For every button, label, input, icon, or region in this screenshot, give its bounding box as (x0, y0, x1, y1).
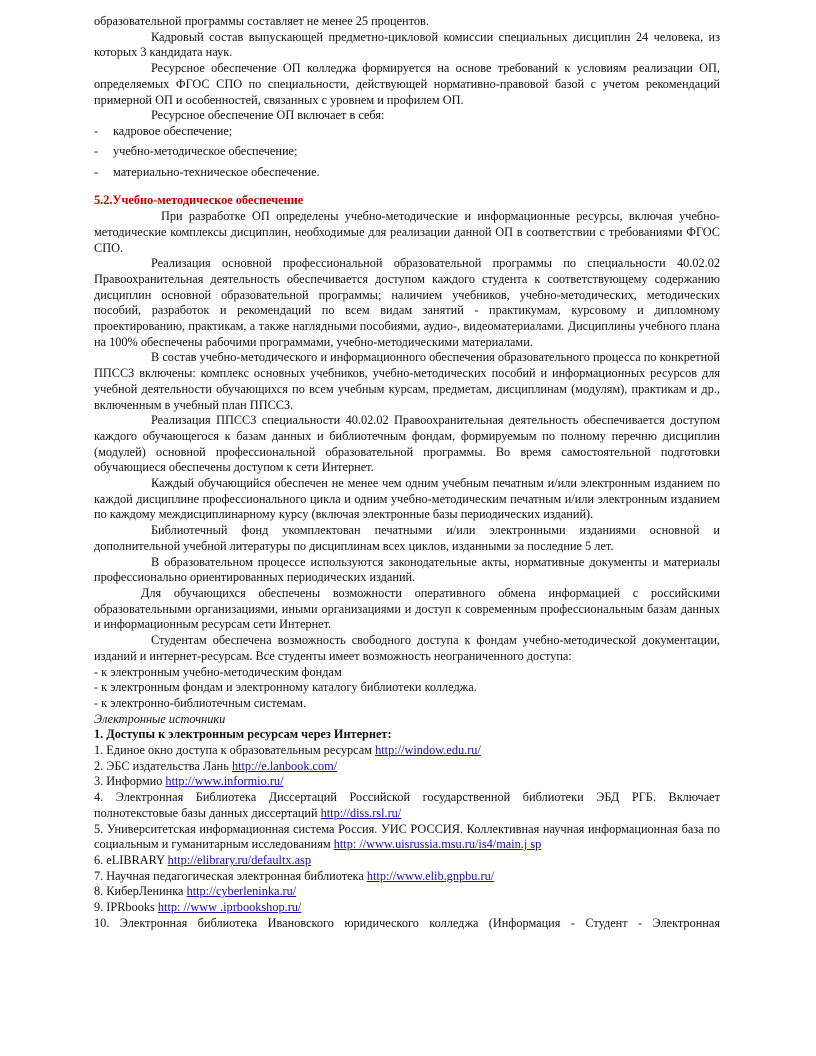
dash-marker: - (94, 123, 99, 138)
list-item-text: учебно-методическое обеспечение; (113, 144, 298, 159)
resource-link[interactable]: http://diss.rsl.ru/ (320, 805, 402, 820)
resource-item: 10. Электронная библиотека Ивановского юридического колледжа (Информация - Студент - Электронная (94, 915, 720, 930)
paragraph: Библиотечный фонд укомплектован печатными и/или электронными изданиями основной и дополнительной учебной литературы по дисциплинам всех циклов, изданными за последние 5 лет. (94, 523, 720, 553)
list-item (94, 124, 720, 145)
document-page (94, 14, 720, 931)
paragraph: В образовательном процессе используются законодательные акты, нормативные документы и материалы профессионально ориентированных периодических изданий. (94, 554, 720, 585)
resource-item: 8. КиберЛенинка http://cyberleninka.ru/ (94, 884, 297, 899)
dash-list (94, 124, 720, 186)
resource-link[interactable]: http://e.lanbook.com/ (231, 758, 338, 773)
paragraph: При разработке ОП определены учебно-методические и информационные ресурсы, включая учебно-методические комплексы дисциплин, необходимые для реализации данной ОП в соответствии с требованиями ФГОС СПО. (94, 209, 720, 255)
paragraph: Каждый обучающийся обеспечен не менее чем одним учебным печатным и/или электронным изданием по каждой дисциплине профессионального цикла и одним учебно-методическим печатным и/или электронным изданием по каждому междисциплинарному курсу (включая электронные базы периодических изданий). (94, 476, 720, 522)
resource-link[interactable]: http: //www .iprbookshop.ru/ (157, 900, 302, 915)
resource-item: 4. Электронная Библиотека Диссертаций Российской государственной библиотеки ЭБД РГБ. Включает полнотекстовые базы данных диссертаций http://diss.rsl.ru/ (94, 790, 720, 820)
list-item (94, 144, 720, 165)
paragraph: Студентам обеспечена возможность свободного доступа к фондам учебно-методической документации, изданий и интернет-ресурсам. Все студенты имеет возможность неограниченного доступа: (94, 633, 720, 663)
resource-link[interactable]: http://elibrary.ru/defaultx.asp (167, 852, 311, 867)
paragraph: образовательной программы составляет не менее 25 процентов. (94, 14, 429, 28)
access-heading: 1. Доступы к электронным ресурсам через Интернет: (94, 727, 392, 742)
paragraph: Реализация основной профессиональной образовательной программы по специальности 40.02.02 Правоохранительная деятельность обеспечивается доступом каждого студента к соответствующему содержанию дисциплин основной образовательной программы; наличием учебников, учебно-методических, методических пособий, разработок и рекомендаций по всем видам занятий - практикумам, курсовому и дипломному проектированию, практикам, а также наглядными пособиями, аудио-, видеоматериалами. Дисциплины учебного плана на 100% обеспечены рабочими программами, учебно-методическими материалами. (94, 256, 720, 349)
paragraph: В состав учебно-методического и информационного обеспечения образовательного процесса по конкретной ППССЗ включены: комплекс основных учебников, учебно-методических пособий и информационных ресурсов для учебной деятельности обучающихся по всем учебным курсам, предметам, дисциплинам (модулям), практикам и др., включенным в учебный план ППССЗ. (94, 350, 720, 412)
list-item-text: материально-техническое обеспечение. (113, 164, 320, 179)
resource-item: 2. ЭБС издательства Лань http://e.lanbook.com/ (94, 758, 338, 773)
resource-item: 1. Единое окно доступа к образовательным ресурсам http://window.edu.ru/ (94, 743, 481, 758)
paragraph: Кадровый состав выпускающей предметно-цикловой комиссии специальных дисциплин 24 человека, из которых 3 кандидата наук. (94, 29, 720, 60)
access-item: - к электронным учебно-методическим фондам (94, 664, 342, 679)
resource-item: 7. Научная педагогическая электронная библиотека http://www.elib.gnpbu.ru/ (94, 868, 495, 883)
electronic-sources-label: Электронные источники (94, 711, 226, 726)
resource-link[interactable]: http: //www.uisrussia.msu.ru/is4/main.j sp (333, 837, 542, 852)
resource-link[interactable]: http://www.elib.gnpbu.ru/ (366, 868, 495, 883)
paragraph: Ресурсное обеспечение ОП включает в себя: (151, 108, 385, 123)
resource-item: 3. Информио http://www.informio.ru/ (94, 774, 284, 789)
resource-item: 9. IPRbooks http: //www .iprbookshop.ru/ (94, 900, 302, 915)
paragraph: Для обучающихся обеспечены возможности оперативного обмена информацией с российскими образовательными организациями, иными организациями и доступ к современным профессиональным базам данных и информационным ресурсам сети Интернет. (94, 586, 720, 632)
paragraph: Реализация ППССЗ специальности 40.02.02 Правоохранительная деятельность обеспечивается доступом каждого обучающегося к базам данных и библиотечным фондам, формируемым по полному перечню дисциплин (модулей) основной профессиональной образовательной программы. Во время самостоятельной подготовки обучающиеся обеспечены доступом к сети Интернет. (94, 413, 720, 475)
dash-marker: - (94, 144, 99, 159)
resource-link[interactable]: http://window.edu.ru/ (375, 743, 481, 758)
resource-item: 6. eLIBRARY http://elibrary.ru/defaultx.asp (94, 852, 311, 867)
resource-link[interactable]: http://www.informio.ru/ (165, 774, 284, 789)
access-item: - к электронно-библиотечным системам. (94, 695, 307, 710)
list-item (94, 165, 720, 186)
dash-marker: - (94, 164, 99, 179)
resource-link[interactable]: http://cyberleninka.ru/ (186, 884, 297, 899)
list-item-text: кадровое обеспечение; (113, 123, 233, 138)
resource-item: 5. Университетская информационная система Россия. УИС РОССИЯ. Коллективная научная информационная база по социальным и гуманитарным исследованиям http: //www.uisrussia.msu.ru/is4/main.j sp (94, 821, 720, 852)
access-item: - к электронным фондам и электронному каталогу библиотеки колледжа. (94, 680, 477, 695)
section-title: 5.2.Учебно-методическое обеспечение (94, 193, 304, 208)
paragraph: Ресурсное обеспечение ОП колледжа формируется на основе требований к условиям реализации ОП, определяемых ФГОС СПО по специальности, действующей нормативно-правовой базой с учетом рекомендаций примерной ОП и особенностей, связанных с уровнем и профилем ОП. (94, 61, 720, 107)
